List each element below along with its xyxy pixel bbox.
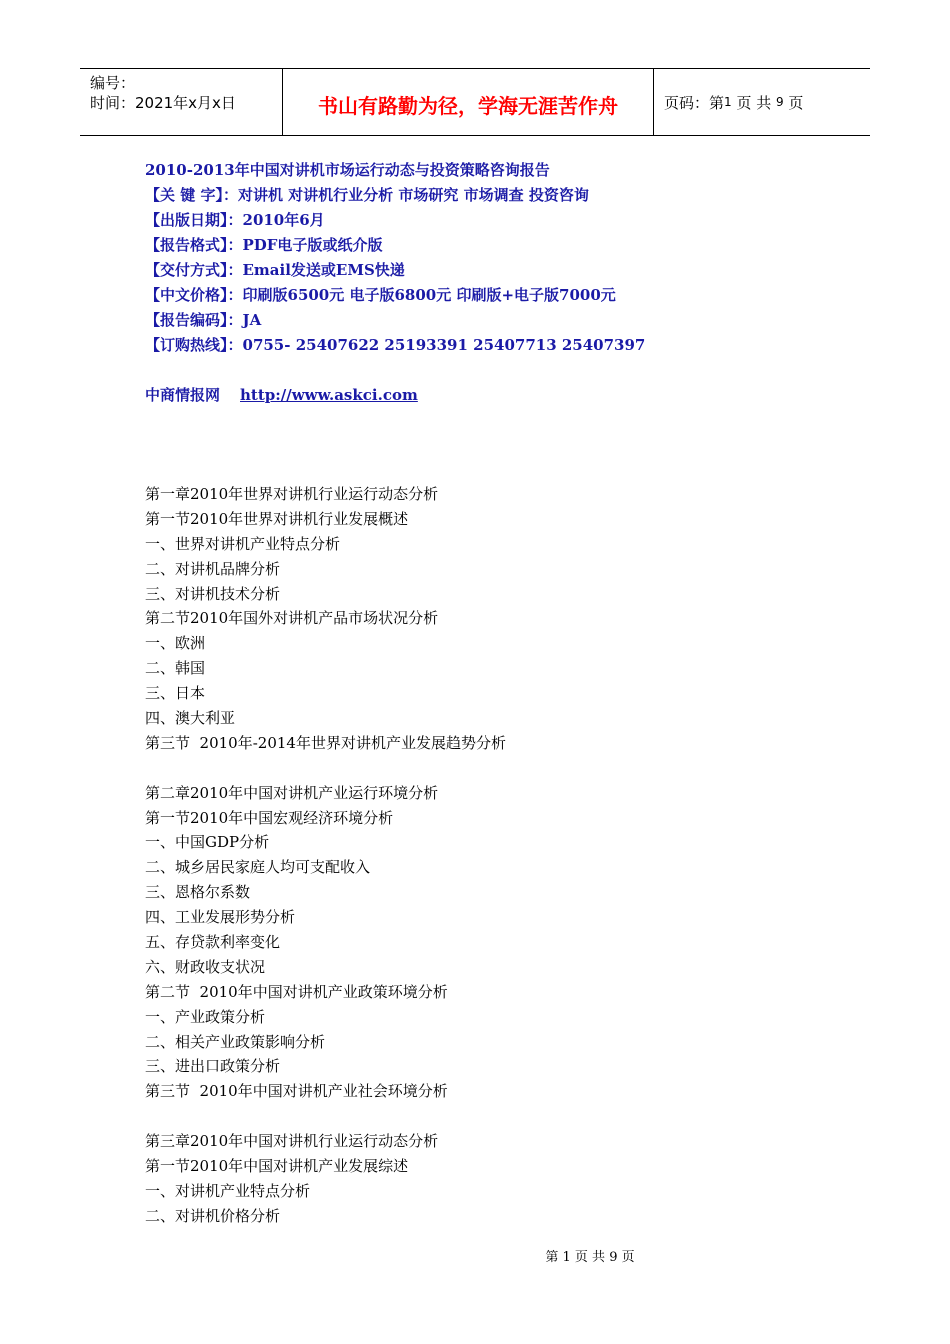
page-footer: 第 1 页 共 9 页 bbox=[545, 1250, 635, 1265]
info-hotline: 【订购热线】：0755- 25407622 25193391 25407713 25407397 bbox=[145, 336, 646, 354]
toc-line: 第一节2010年中国对讲机产业发展综述 bbox=[145, 1157, 409, 1176]
toc-line: 第三章2010年中国对讲机行业运行动态分析 bbox=[145, 1132, 439, 1151]
toc-line: 四、澳大利亚 bbox=[145, 709, 236, 728]
page-prefix: 页码：第 bbox=[664, 93, 725, 112]
toc-line: 第一章2010年世界对讲机行业运行动态分析 bbox=[145, 485, 439, 503]
toc-line: 二、相关产业政策影响分析 bbox=[145, 1032, 326, 1051]
toc-line: 二、城乡居民家庭人均可支配收入 bbox=[145, 858, 371, 877]
toc-line: 二、对讲机价格分析 bbox=[145, 1206, 281, 1225]
site-url-link[interactable]: http://www.askci.com bbox=[240, 386, 418, 404]
info-format: 【报告格式】：PDF电子版或纸介版 bbox=[145, 236, 383, 254]
page-current: 1 bbox=[724, 95, 732, 109]
header-meta-cell bbox=[80, 69, 282, 135]
toc-line: 二、韩国 bbox=[145, 659, 206, 678]
toc-line: 第二节2010年国外对讲机产品市场状况分析 bbox=[145, 609, 439, 628]
toc-line: 一、中国GDP分析 bbox=[145, 833, 270, 852]
toc-line: 三、对讲机技术分析 bbox=[145, 584, 281, 603]
toc-line: 第一节2010年中国宏观经济环境分析 bbox=[145, 808, 394, 827]
table-of-contents bbox=[145, 482, 865, 1229]
toc-line: 一、对讲机产业特点分析 bbox=[145, 1181, 311, 1200]
header-page-cell bbox=[654, 69, 870, 135]
toc-line: 三、日本 bbox=[145, 684, 206, 703]
toc-line: 六、财政收支状况 bbox=[145, 957, 266, 976]
report-info bbox=[145, 158, 865, 408]
page-total: 9 bbox=[776, 95, 784, 109]
toc-gap bbox=[145, 1104, 865, 1129]
number-label: 编号： bbox=[90, 74, 136, 92]
toc-line: 第一节2010年世界对讲机行业发展概述 bbox=[145, 509, 409, 528]
info-price: 【中文价格】：印刷版6500元 电子版6800元 印刷版+电子版7000元 bbox=[145, 286, 616, 304]
toc-line: 二、对讲机品牌分析 bbox=[145, 559, 281, 578]
info-code: 【报告编码】：JA bbox=[145, 311, 262, 329]
toc-line: 第三节 2010年-2014年世界对讲机产业发展趋势分析 bbox=[145, 733, 506, 752]
page-header bbox=[80, 68, 870, 136]
toc-line: 三、恩格尔系数 bbox=[145, 883, 251, 902]
toc-line: 第二节 2010年中国对讲机产业政策环境分析 bbox=[145, 982, 448, 1001]
info-delivery: 【交付方式】：Email发送或EMS快递 bbox=[145, 261, 405, 279]
report-title: 2010-2013年中国对讲机市场运行动态与投资策略咨询报告 bbox=[145, 161, 550, 179]
site-line bbox=[145, 383, 865, 408]
header-motto-cell bbox=[282, 69, 654, 135]
time-label: 时间：2021年x月x日 bbox=[90, 94, 236, 112]
info-publish-date: 【出版日期】：2010年6月 bbox=[145, 211, 325, 229]
toc-line: 三、进出口政策分析 bbox=[145, 1057, 281, 1076]
page-mid: 页 共 bbox=[736, 93, 772, 112]
toc-line: 第二章2010年中国对讲机产业运行环境分析 bbox=[145, 783, 439, 802]
toc-line: 一、欧洲 bbox=[145, 634, 206, 653]
motto: 书山有路勤为径，学海无涯苦作舟 bbox=[318, 93, 618, 118]
toc-line: 一、世界对讲机产业特点分析 bbox=[145, 534, 341, 553]
toc-line: 五、存贷款利率变化 bbox=[145, 933, 281, 952]
page-suffix: 页 bbox=[788, 93, 804, 112]
toc-gap bbox=[145, 756, 865, 781]
info-keywords: 【关 键 字】：对讲机 对讲机行业分析 市场研究 市场调查 投资咨询 bbox=[145, 186, 589, 204]
site-name: 中商情报网 bbox=[145, 386, 221, 404]
toc-line: 一、产业政策分析 bbox=[145, 1007, 266, 1026]
toc-line: 第三节 2010年中国对讲机产业社会环境分析 bbox=[145, 1082, 448, 1101]
toc-line: 四、工业发展形势分析 bbox=[145, 908, 296, 927]
